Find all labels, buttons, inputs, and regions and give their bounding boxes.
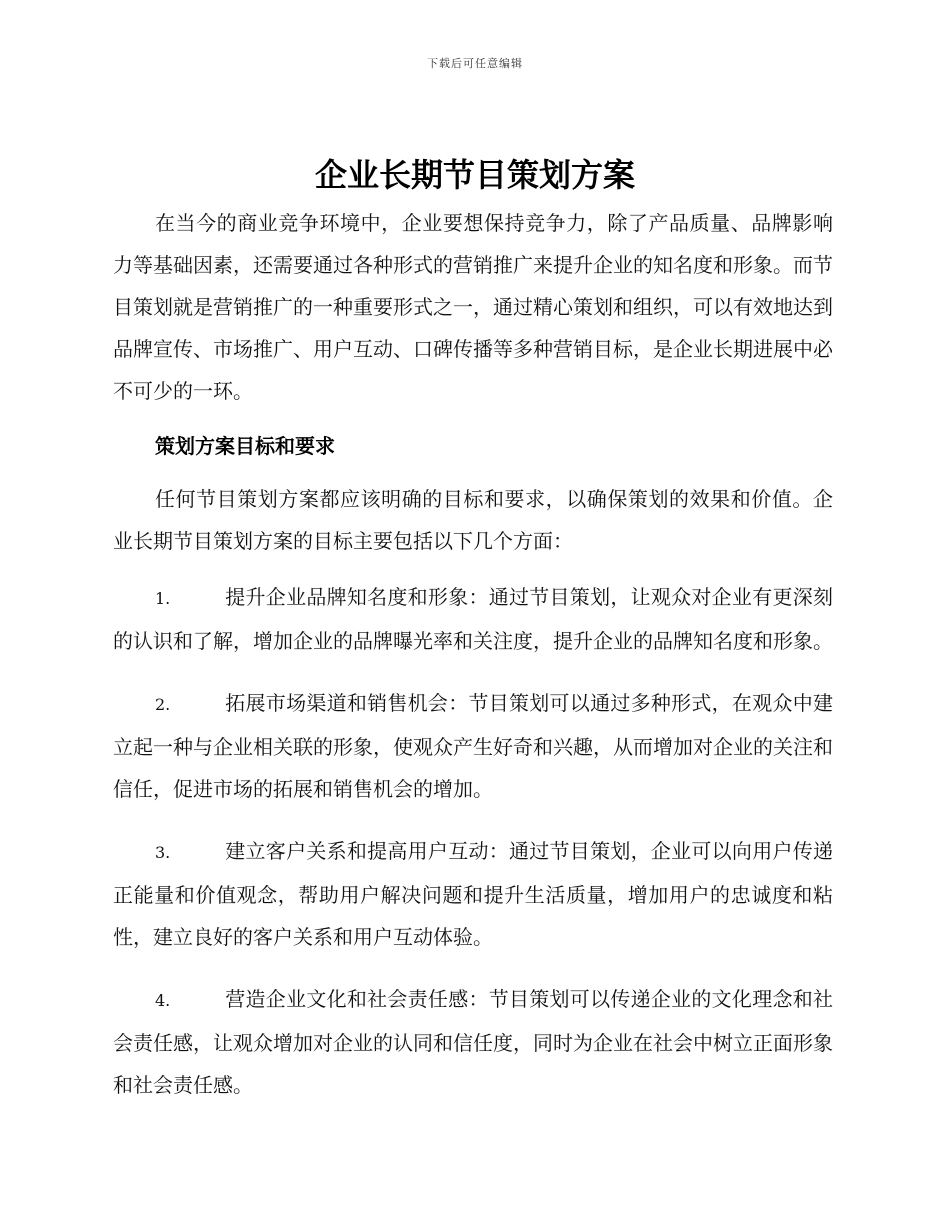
list-item-number: 1. — [155, 589, 171, 608]
list-item-text: 拓展市场渠道和销售机会：节目策划可以通过多种形式，在观众中建立起一种与企业相关联的形象，使观众产生好奇和兴趣，从而增加对企业的关注和信任，促进市场的拓展和销售机会的增加。 — [113, 691, 833, 801]
section-heading: 策划方案目标和要求 — [155, 434, 335, 458]
list-item-text: 建立客户关系和提高用户互动：通过节目策划，企业可以向用户传递正能量和价值观念，帮助用户解决问题和提升生活质量，增加用户的忠诚度和粘性，建立良好的客户关系和用户互动体验。 — [113, 839, 833, 949]
list-item-number: 3. — [155, 843, 171, 862]
goals-list — [113, 576, 833, 1126]
list-item-text: 提升企业品牌知名度和形象：通过节目策划，让观众对企业有更深刻的认识和了解，增加企业的品牌曝光率和关注度，提升企业的品牌知名度和形象。 — [113, 585, 833, 653]
document-title: 企业长期节目策划方案 — [314, 156, 635, 194]
list-item — [113, 682, 833, 810]
list-item — [113, 978, 833, 1106]
list-item-number: 2. — [155, 695, 171, 714]
list-item-text: 营造企业文化和社会责任感：节目策划可以传递企业的文化理念和社会责任感，让观众增加对企业的认同和信任度，同时为企业在社会中树立正面形象和社会责任感。 — [113, 987, 833, 1097]
list-item — [113, 830, 833, 958]
goals-intro-paragraph: 任何节目策划方案都应该明确的目标和要求，以确保策划的效果和价值。企业长期节目策划方案的目标主要包括以下几个方面： — [113, 487, 833, 553]
list-item — [113, 576, 833, 662]
header-note: 下载后可任意编辑 — [427, 57, 523, 70]
intro-paragraph: 在当今的商业竞争环境中，企业要想保持竞争力，除了产品质量、品牌影响力等基础因素，还需要通过各种形式的营销推广来提升企业的知名度和形象。而节目策划就是营销推广的一种重要形式之一，通过精心策划和组织，可以有效地达到品牌宣传、市场推广、用户互动、口碑传播等多种营销目标，是企业长期进展中必不可少的一环。 — [113, 211, 833, 403]
list-item-number: 4. — [155, 991, 171, 1010]
